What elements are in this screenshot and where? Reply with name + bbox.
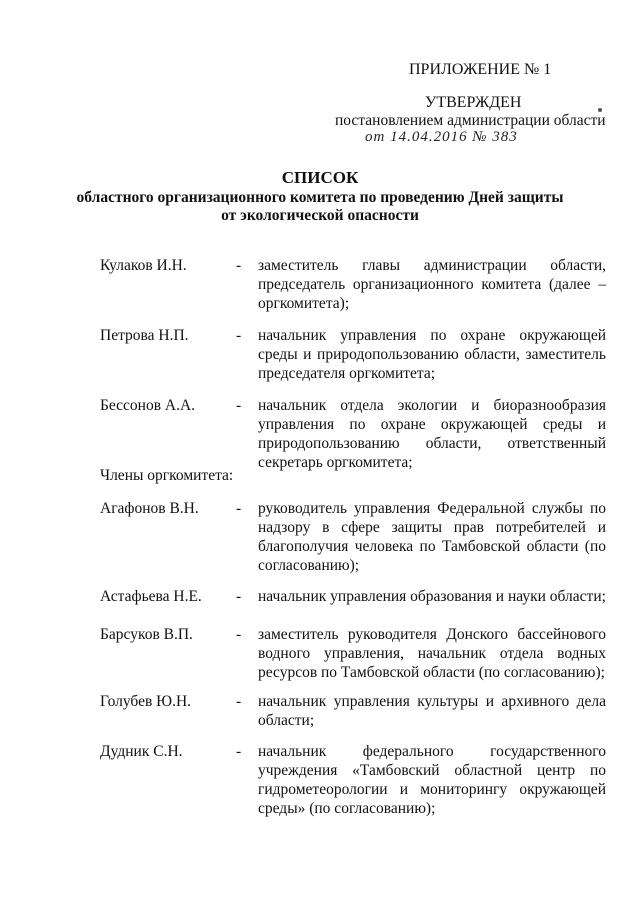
member-name: Барсуков В.П.: [100, 626, 193, 643]
member-dash: -: [236, 327, 242, 344]
member-name: Астафьева Н.Е.: [100, 588, 202, 605]
member-role: начальник управления по охране окружающей среды и природопользованию области, заместитель председателя оргкомитета;: [258, 327, 606, 382]
member-dash: -: [236, 257, 242, 274]
document-subtitle-line2: от экологической опасности: [221, 207, 419, 224]
member-role: начальник отдела экологии и биоразнообразия управления по охране окружающей среды и природопользованию области, ответственный секретарь оргкомитета;: [258, 397, 606, 471]
member-name: Петрова Н.П.: [100, 327, 189, 344]
handwritten-date: от 14.04.2016 № 383: [365, 129, 518, 145]
member-name: Дудник С.Н.: [100, 743, 183, 760]
document-title: СПИСОК: [281, 168, 359, 187]
member-role: начальник управления культуры и архивного дела области;: [258, 693, 606, 729]
member-role: начальник федерального государственного учреждения «Тамбовский областной центр по гидрометеорологии и мониторингу окружающей среды» (по согласованию);: [258, 743, 606, 817]
member-role: начальник управления образования и науки области;: [258, 588, 606, 605]
document-subtitle-line1: областного организационного комитета по проведению Дней защиты: [76, 189, 564, 206]
member-role: заместитель главы администрации области, председатель организационного комитета (далее – оргкомитета);: [258, 257, 606, 312]
ink-dot: [598, 108, 602, 112]
approved-label: УТВЕРЖДЕН: [425, 94, 522, 111]
member-role: заместитель руководителя Донского бассейнового водного управления, начальник отдела водных ресурсов по Тамбовской области (по согласованию);: [258, 626, 606, 681]
member-dash: -: [236, 500, 242, 517]
member-dash: -: [236, 743, 242, 760]
decree-label: постановлением администрации области: [335, 112, 606, 129]
appendix-label: ПРИЛОЖЕНИЕ № 1: [409, 61, 552, 78]
member-dash: -: [236, 397, 242, 414]
member-name: Кулаков И.Н.: [100, 257, 187, 274]
member-name: Агафонов В.Н.: [100, 500, 199, 517]
member-dash: -: [236, 588, 242, 605]
member-dash: -: [236, 693, 242, 710]
members-heading: Члены оргкомитета:: [100, 467, 234, 484]
member-name: Голубев Ю.Н.: [100, 693, 192, 710]
member-role: руководитель управления Федеральной службы по надзору в сфере защиты прав потребителей и благополучия человека по Тамбовской области (по согласованию);: [258, 500, 606, 574]
member-dash: -: [236, 626, 242, 643]
member-name: Бессонов А.А.: [100, 397, 196, 414]
